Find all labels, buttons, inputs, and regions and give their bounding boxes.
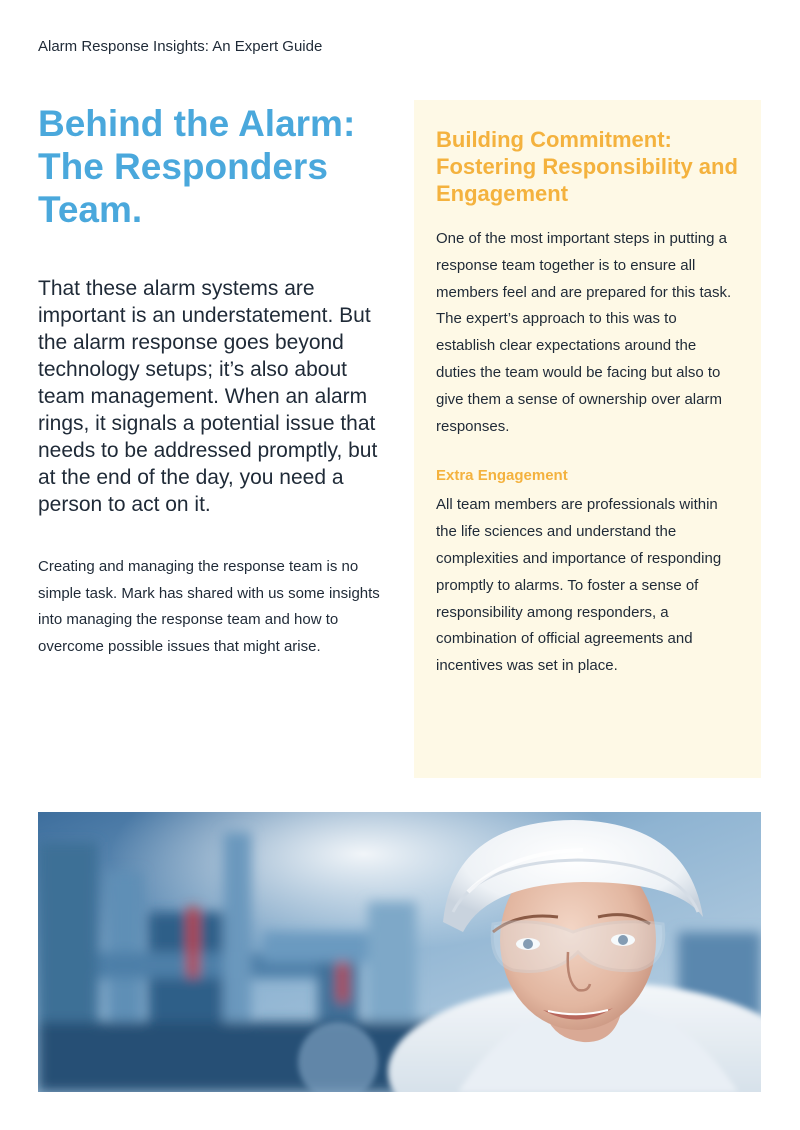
- lab-scientist-photo: [38, 812, 761, 1092]
- sidebar-subheading: Extra Engagement: [436, 467, 568, 485]
- sidebar-paragraph-1: One of the most important steps in putting a response team together is to ensure all members feel and are prepared for this task. The expert’s approach to this was to establish clear expectations around the duties the team would be facing but also to give them a sense of ownership over alarm responses.: [436, 230, 732, 435]
- sidebar-paragraph-2: All team members are professionals within the life sciences and understand the complexities and importance of responding promptly to alarms. To foster a sense of responsibility among responders, a combination of official agreements and incentives was set in place.: [436, 496, 722, 675]
- running-header: Alarm Response Insights: An Expert Guide: [38, 38, 323, 55]
- body-paragraph: Creating and managing the response team is no simple task. Mark has shared with us some insights into managing the response team and how to overcome possible issues that might arise.: [38, 558, 380, 655]
- page-title: Behind the Alarm: The Responders Team.: [38, 103, 356, 230]
- main-column: [38, 102, 388, 660]
- sidebar-title: Building Commitment: Fostering Responsibility and Engagement: [436, 127, 738, 206]
- lead-paragraph: That these alarm systems are important is an understatement. But the alarm response goes beyond technology setups; it’s also about team management. When an alarm rings, it signals a potential issue that needs to be addressed promptly, but at the end of the day, you need a person to act on it.: [38, 277, 378, 516]
- sidebar-callout: [414, 100, 761, 778]
